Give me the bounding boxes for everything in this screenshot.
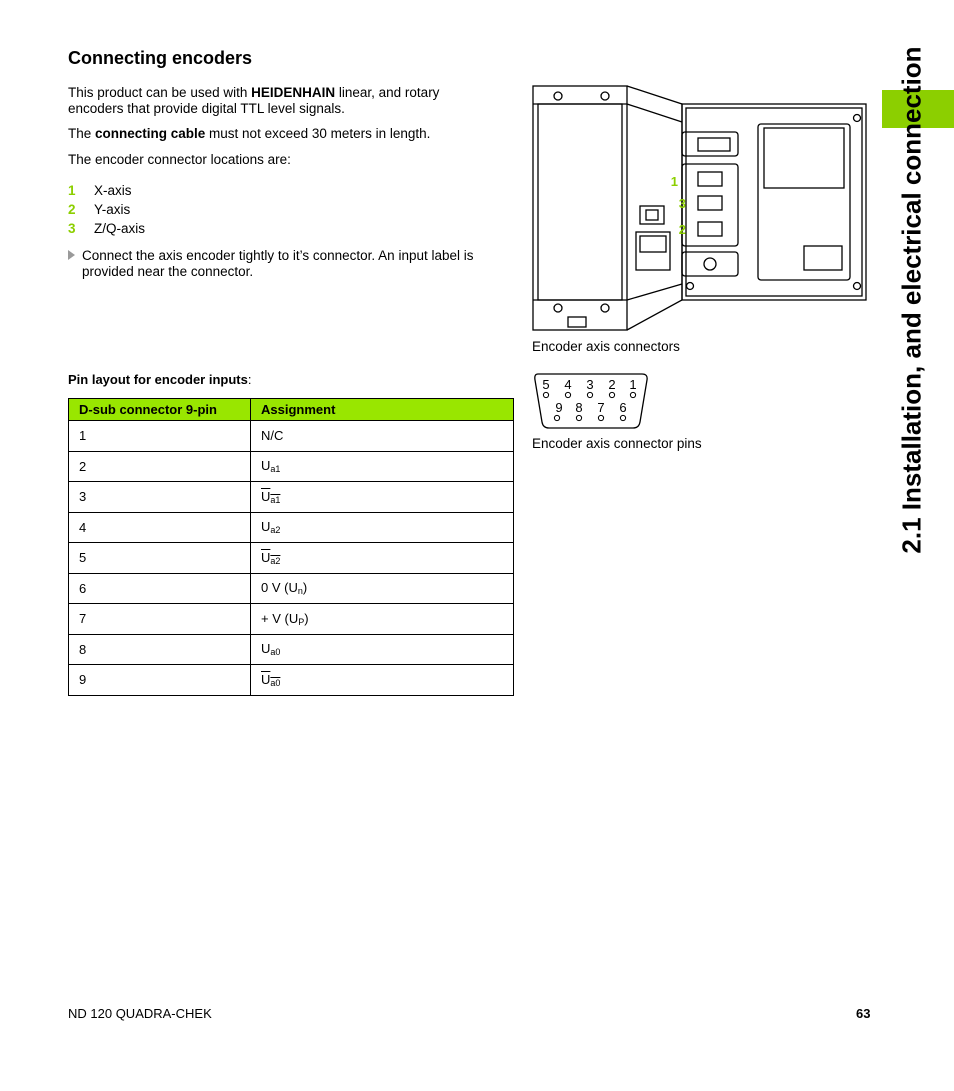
table-row: [69, 604, 514, 635]
table-row: [69, 451, 514, 482]
assignment-cell: [251, 451, 514, 482]
page-heading: Connecting encoders: [68, 48, 253, 68]
intro-text: The: [68, 126, 96, 141]
signal-name: U: [261, 488, 271, 504]
signal-name: U: [261, 641, 271, 657]
footer-product: ND 120 QUADRA-CHEK: [68, 1006, 212, 1021]
intro-paragraph-3: The encoder connector locations are:: [68, 152, 291, 167]
assignment-cell: [251, 665, 514, 696]
assignment-cell: [251, 543, 514, 574]
assignment-cell: [251, 421, 514, 452]
pin-number-cell: 3: [69, 482, 251, 513]
pin-label: 2: [608, 377, 616, 392]
assignment-value: [261, 489, 280, 504]
instruction-text: [82, 248, 474, 280]
signal-suffix: ): [304, 610, 309, 626]
assignment-cell: [251, 634, 514, 665]
pin-number-cell: 6: [69, 573, 251, 604]
assignment-value: [261, 428, 283, 443]
signal-name: U: [261, 458, 271, 474]
intro-text: linear, and rotary: [335, 85, 440, 100]
table-row: [69, 421, 514, 452]
signal-suffix: ): [302, 580, 308, 596]
dsub-connector-illustration: [532, 372, 650, 430]
axis-label: Y-axis: [94, 202, 131, 217]
device-rear-panel-illustration: [530, 84, 870, 336]
pin-number-cell: 5: [69, 543, 251, 574]
pin-label: 6: [619, 400, 627, 415]
signal-name: U: [261, 549, 271, 565]
assignment-cell: [251, 573, 514, 604]
pin-label: 8: [575, 400, 583, 415]
assignment-cell: [251, 604, 514, 635]
table-row: [69, 482, 514, 513]
table-row: [69, 573, 514, 604]
pin-layout-title: [68, 372, 251, 388]
signal-subscript: a0: [270, 677, 281, 688]
signal-subscript: a0: [270, 647, 281, 658]
signal-subscript: a2: [270, 555, 281, 566]
figure-caption-pins: Encoder axis connector pins: [532, 436, 702, 451]
pin-label: 4: [564, 377, 572, 392]
instruction-line: provided near the connector.: [82, 264, 254, 279]
signal-name: U: [261, 671, 271, 687]
signal-subscript: a1: [270, 464, 281, 475]
signal-subscript: P: [298, 616, 305, 627]
chapter-side-title-text: 2.1 Installation, and electrical connection: [896, 46, 927, 554]
column-header: Assignment: [251, 399, 514, 421]
intro-text: This product can be used with: [68, 85, 252, 100]
intro-paragraph-1: [68, 85, 439, 117]
title-suffix: :: [247, 372, 252, 387]
pin-number-cell: 4: [69, 512, 251, 543]
pin-layout-table: [68, 398, 514, 696]
axis-label: Z/Q-axis: [94, 221, 146, 236]
cable-term: connecting cable: [95, 126, 206, 141]
pin-number-cell: 9: [69, 665, 251, 696]
pin-label: 7: [597, 400, 605, 415]
pin-number-cell: 1: [69, 421, 251, 452]
pin-label: 5: [542, 377, 550, 392]
signal-subscript: a1: [270, 494, 281, 505]
callout-number: 3: [678, 196, 686, 211]
axis-number: 3: [68, 221, 76, 236]
intro-text: must not exceed 30 meters in length.: [205, 126, 431, 141]
assignment-value: [261, 580, 307, 595]
assignment-cell: [251, 482, 514, 513]
intro-text: encoders that provide digital TTL level signals.: [68, 101, 345, 116]
pin-number-cell: 8: [69, 634, 251, 665]
signal-subscript: a2: [270, 525, 281, 536]
column-header: D-sub connector 9-pin: [69, 399, 251, 421]
page-number: 63: [856, 1006, 871, 1021]
signal-name: N/C: [261, 428, 284, 444]
callout-number: 2: [678, 222, 686, 237]
pin-label: 9: [555, 400, 563, 415]
assignment-value: [261, 550, 280, 565]
axis-label: X-axis: [94, 183, 132, 198]
pin-number-cell: 7: [69, 604, 251, 635]
table-row: [69, 634, 514, 665]
axis-number: 2: [68, 202, 76, 217]
assignment-value: [261, 519, 280, 534]
assignment-cell: [251, 512, 514, 543]
assignment-value: [261, 611, 309, 626]
table-header-row: [69, 399, 514, 421]
axis-number: 1: [68, 183, 76, 198]
assignment-value: [261, 672, 280, 687]
table-row: [69, 512, 514, 543]
figure-caption-connectors: Encoder axis connectors: [532, 339, 680, 354]
instruction-line: Connect the axis encoder tightly to it’s connector. An input label is: [82, 248, 474, 263]
pin-label: 1: [629, 377, 637, 392]
brand-name: HEIDENHAIN: [251, 85, 336, 100]
signal-name: U: [261, 519, 271, 535]
signal-name: 0 V (U: [261, 580, 298, 596]
table-row: [69, 665, 514, 696]
pin-label: 3: [586, 377, 594, 392]
callout-number: 1: [670, 174, 678, 189]
pin-number-cell: 2: [69, 451, 251, 482]
signal-subscript: n: [297, 586, 303, 597]
assignment-value: [261, 641, 280, 656]
table-row: [69, 543, 514, 574]
pin-layout-title-text: Pin layout for encoder inputs: [68, 372, 248, 387]
signal-name: + V (U: [261, 610, 299, 626]
instruction-arrow-icon: [68, 250, 75, 260]
assignment-value: [261, 458, 280, 473]
table-body: [69, 421, 514, 696]
intro-paragraph-2: [68, 126, 430, 142]
